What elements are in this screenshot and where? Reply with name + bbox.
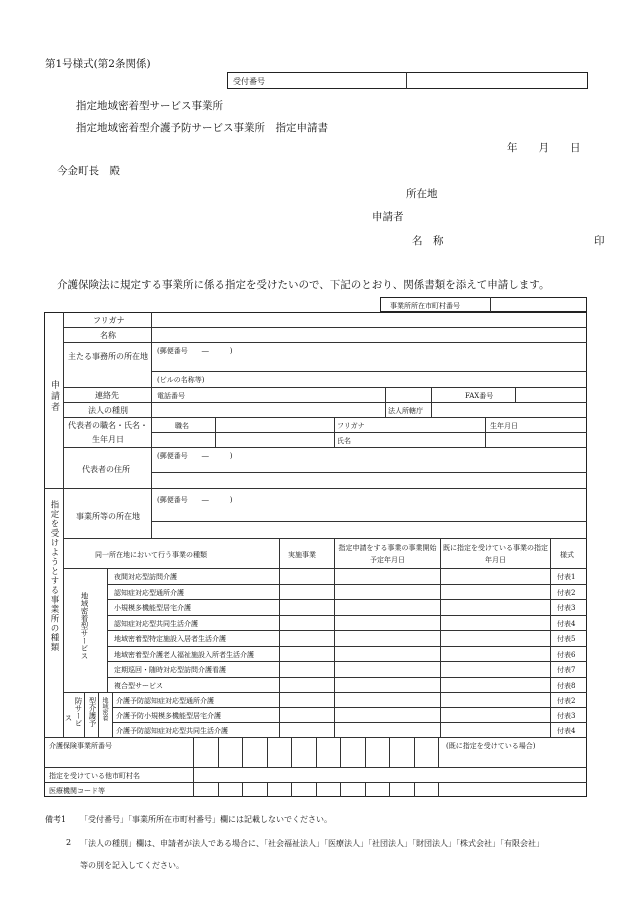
service-form: 付表7 — [557, 666, 576, 674]
title-line2: 指定地域密着型介護予防サービス事業所 指定申請書 — [76, 122, 328, 134]
municipality-code-label: 事業所所在市町村番号 — [390, 302, 460, 310]
service-name: 定期巡回・随時対応型訪問介護看護 — [114, 666, 226, 674]
col-start-date: 指定申請をする事業の事業開始予定年月日 — [338, 544, 437, 564]
implemented-checkbox[interactable] — [281, 678, 332, 692]
service-form: 付表6 — [557, 650, 576, 659]
contact-label: 連絡先 — [95, 391, 119, 400]
receipt-number-field[interactable] — [410, 74, 585, 87]
facility-vertical-label: 指定を受けようとする事業所の種類 — [49, 500, 59, 652]
existing-note: (既に指定を受けている場合) — [446, 742, 536, 750]
group2-vertical-c: ス — [64, 714, 73, 722]
service-form: 付表2 — [557, 588, 576, 597]
corp-type-label: 法人の種別 — [88, 406, 128, 415]
applicant-label: 申請者 — [372, 211, 404, 223]
note-2-number: 2 — [66, 838, 72, 847]
implemented-checkbox[interactable] — [281, 569, 332, 583]
phone-label: 電話番号 — [157, 392, 185, 400]
service-form: 付表3 — [557, 604, 576, 612]
medical-code-label: 医療機関コード等 — [49, 787, 105, 795]
service-name: 夜間対応型訪問介護 — [114, 573, 177, 581]
col-form: 様式 — [560, 551, 574, 559]
preventive-service-form: 付表2 — [557, 697, 576, 705]
preventive-service-name: 介護予防認知症対応型通所介護 — [116, 697, 214, 705]
note-2b: 等の別を記入してください。 — [80, 861, 184, 870]
furigana-label: フリガナ — [93, 316, 125, 325]
rep-name-label: 氏名 — [337, 437, 351, 445]
preventive-service-form: 付表4 — [557, 727, 576, 735]
preventive-service-name: 介護予防小規模多機能型居宅介護 — [116, 712, 221, 720]
postal-code-main[interactable]: (郵便番号 ― ) — [157, 347, 233, 355]
rep-title-label: 職名 — [175, 422, 189, 430]
group2-vertical-a: 型介護予 — [88, 697, 97, 727]
service-name: 地域密着型特定施設入居者生活介護 — [114, 635, 226, 643]
service-name: 複合型サービス — [114, 681, 163, 690]
note-1: 「受付番号」「事業所所在市町村番号」欄には記載しないでください。 — [80, 815, 332, 824]
implemented-checkbox[interactable] — [281, 647, 332, 661]
service-form: 付表4 — [557, 619, 576, 628]
form-number: 第1号様式(第2条関係) — [45, 58, 151, 70]
applicant-address-label: 所在地 — [406, 188, 438, 200]
implemented-checkbox[interactable] — [281, 631, 332, 645]
fax-label: FAX番号 — [465, 392, 494, 400]
note-2: 「法人の種別」欄は、申請者が法人である場合に、「社会福祉法人」「医療法人」「社団法人」「財団法人」「株式会社」「有限会社」 — [80, 839, 544, 848]
applicant-name-label: 名 称 — [412, 235, 444, 247]
rep-furigana-label: フリガナ — [337, 422, 365, 430]
facility-address-label: 事業所等の所在地 — [76, 512, 140, 521]
service-name: 認知症対応型通所介護 — [114, 588, 184, 597]
date-line[interactable]: 年 月 日 — [507, 142, 581, 154]
seal-mark: 印 — [594, 235, 605, 247]
group1-vertical: 地域密着型サービス — [80, 592, 89, 660]
service-name: 小規模多機能型居宅介護 — [114, 604, 191, 612]
name-label: 名称 — [100, 331, 116, 340]
other-municipality-label: 指定を受けている他市町村名 — [49, 772, 140, 780]
group2-vertical-d: 地域密着 — [101, 697, 108, 721]
implemented-checkbox[interactable] — [281, 585, 332, 599]
postal-code-facility[interactable]: (郵便番号 ― ) — [157, 496, 233, 504]
service-form: 付表5 — [557, 635, 576, 643]
implemented-checkbox[interactable] — [281, 616, 332, 630]
implemented-checkbox[interactable] — [281, 600, 332, 614]
group2-vertical-b: 防サービ — [74, 697, 83, 727]
receipt-number-label: 受付番号 — [233, 77, 265, 86]
rep-title-name-dob-label: 代表者の職名・氏名・生年月日 — [68, 421, 148, 444]
col-service-type: 同一所在地において行う事業の種類 — [95, 551, 207, 559]
service-name: 地域密着型介護老人福祉施設入所者生活介護 — [114, 650, 254, 659]
service-form: 付表8 — [557, 681, 576, 690]
preventive-service-form: 付表3 — [557, 712, 576, 720]
notes-label: 備考1 — [45, 815, 67, 824]
preventive-service-name: 介護予防認知症対応型共同生活介護 — [116, 727, 228, 735]
title-line1: 指定地域密着型サービス事業所 — [76, 100, 223, 112]
service-name: 認知症対応型共同生活介護 — [114, 619, 198, 628]
addressee: 今金町長 殿 — [57, 165, 120, 177]
service-form: 付表1 — [557, 573, 576, 581]
rep-address-label: 代表者の住所 — [82, 465, 130, 474]
postal-code-rep[interactable]: (郵便番号 ― ) — [157, 452, 233, 460]
insurance-office-number-label: 介護保険事業所番号 — [49, 742, 112, 750]
implemented-checkbox[interactable] — [281, 662, 332, 676]
applicant-vertical-label: 申請者 — [49, 380, 59, 413]
building-name[interactable]: (ビルの名称等) — [157, 376, 205, 384]
corp-authority-label: 法人所轄庁 — [388, 407, 423, 415]
col-existing: 既に指定を受けている事業の指定年月日 — [443, 544, 548, 564]
rep-dob-label: 生年月日 — [490, 422, 518, 430]
col-implemented: 実施事業 — [288, 551, 316, 559]
main-office-address-label: 主たる事務所の所在地 — [68, 352, 148, 361]
intro-text: 介護保険法に規定する事業所に係る指定を受けたいので、下記のとおり、関係書類を添えて申請します。 — [57, 279, 550, 291]
